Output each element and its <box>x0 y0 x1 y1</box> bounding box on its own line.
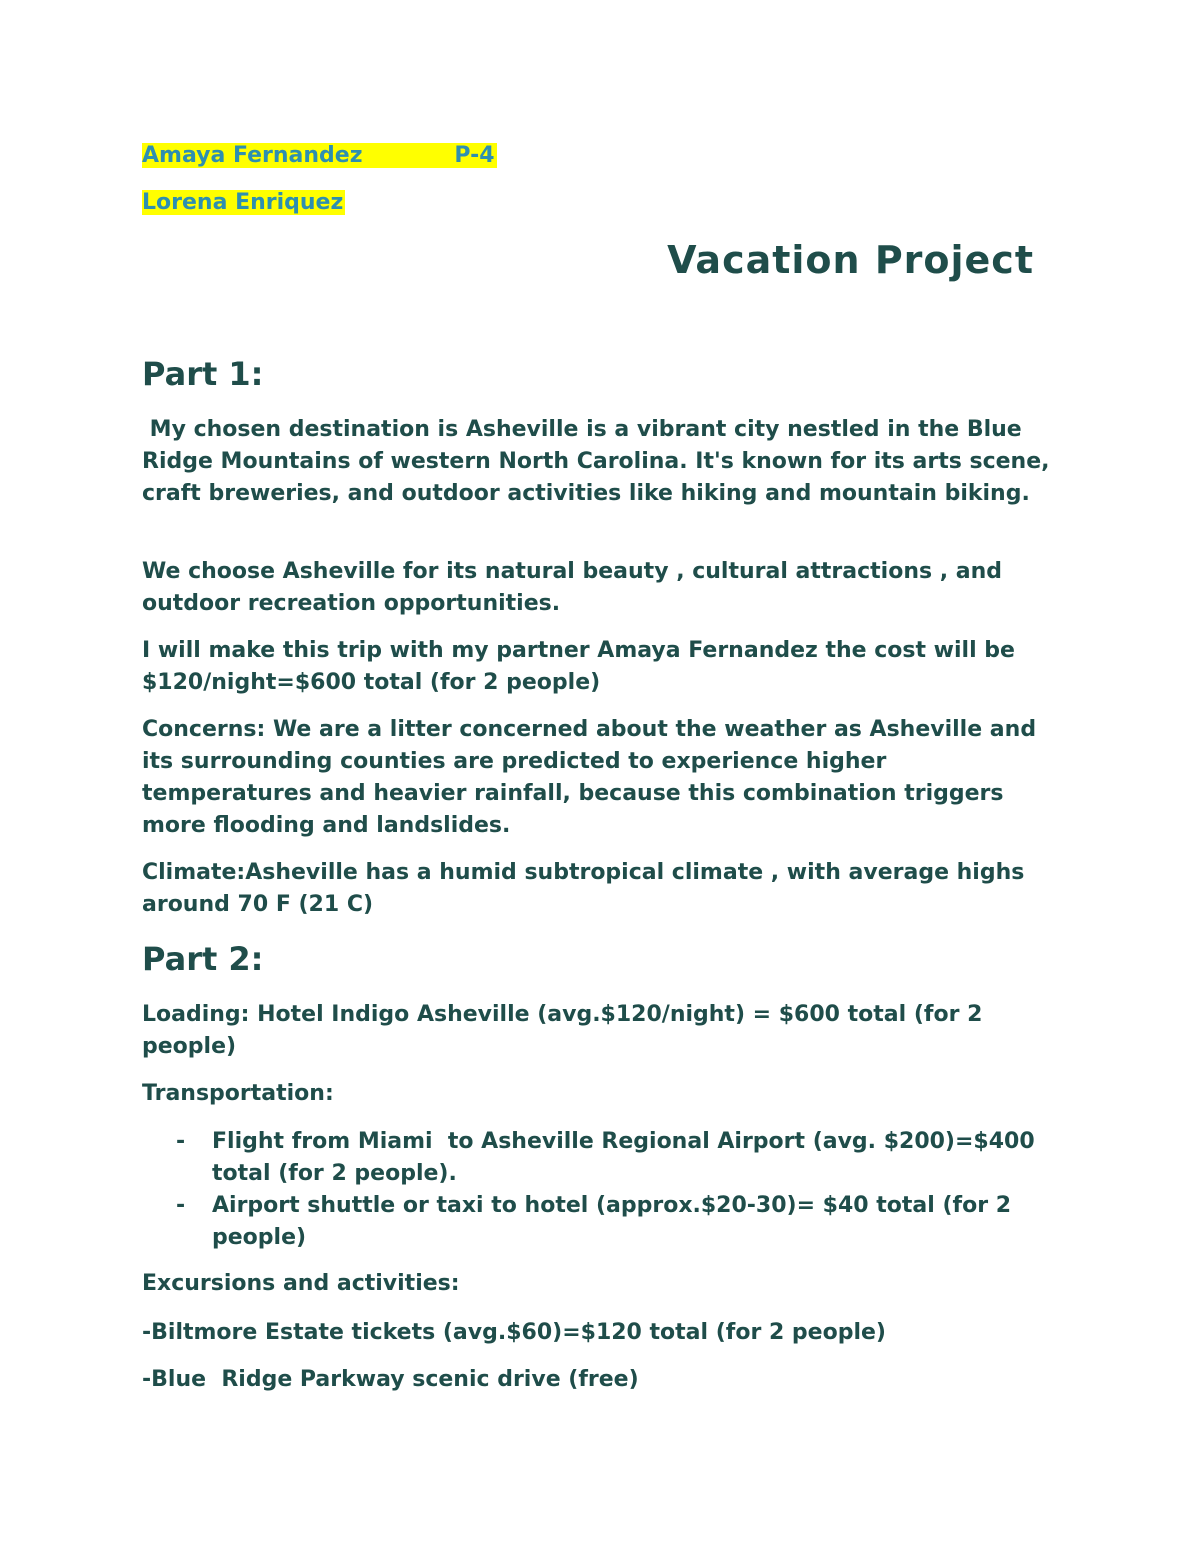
partner-paragraph: I will make this trip with my partner Amaya Fernandez the cost will be $120/night=$600 total (for 2 people) <box>142 638 1015 695</box>
list-item-text: Flight from Miami to Asheville Regional Airport (avg. $200)=$400 total (for 2 people). <box>212 1129 1043 1186</box>
excursion-biltmore: -Biltmore Estate tickets (avg.$60)=$120 total (for 2 people) <box>142 1320 886 1345</box>
document-title: Vacation Project <box>667 238 1034 282</box>
student-name-2 <box>142 189 345 217</box>
part-1-heading: Part 1: <box>142 355 264 393</box>
part-2-heading: Part 2: <box>142 940 264 978</box>
destination-paragraph: My chosen destination is Asheville is a vibrant city nestled in the Blue Ridge Mountains of western North Carolina. It's known for its arts scene, craft breweries, and outdoor activities like hiking and mountain biking. <box>142 417 1058 506</box>
list-item-text: Airport shuttle or taxi to hotel (approx.$20-30)= $40 total (for 2 people) <box>212 1193 1012 1250</box>
climate-paragraph: Climate:Asheville has a humid subtropical climate , with average highs around 70 F (21 C) <box>142 860 1025 917</box>
transportation-label: Transportation: <box>142 1081 334 1106</box>
list-item <box>142 1190 1052 1254</box>
loading-paragraph: Loading: Hotel Indigo Asheville (avg.$120/night) = $600 total (for 2 people) <box>142 1002 983 1059</box>
bullet-dash: - <box>176 1129 186 1154</box>
highlight: Amaya Fernandez P-4 <box>142 143 495 168</box>
reason-paragraph: We choose Asheville for its natural beauty , cultural attractions , and outdoor recreation opportunities. <box>142 559 1003 616</box>
transportation-list <box>142 1126 1052 1254</box>
highlight: Lorena Enriquez <box>142 190 344 215</box>
excursions-label: Excursions and activities: <box>142 1271 460 1296</box>
student-name-1 <box>142 142 497 170</box>
bullet-dash: - <box>176 1193 186 1218</box>
list-item <box>142 1126 1052 1190</box>
concerns-paragraph: Concerns: We are a litter concerned about the weather as Asheville and its surrounding counties are predicted to experience higher temperatures and heavier rainfall, because this combination triggers more flooding and landslides. <box>142 717 1037 838</box>
excursion-parkway: -Blue Ridge Parkway scenic drive (free) <box>142 1367 639 1392</box>
